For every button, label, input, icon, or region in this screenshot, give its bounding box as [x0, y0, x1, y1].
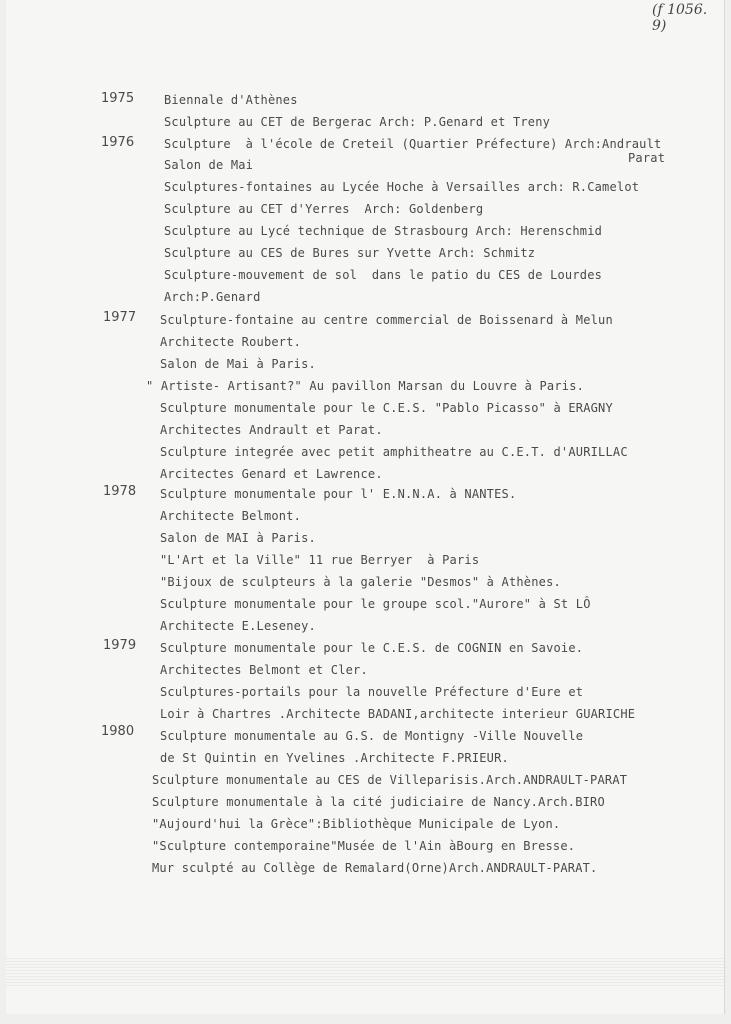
entry-line: Sculpture monumentale pour le groupe scol."Aurore" à St LÔ	[160, 597, 591, 611]
year-1979: 1979	[103, 638, 137, 653]
entry-line: Sculpture-mouvement de sol dans le patio du CES de Lourdes	[164, 268, 603, 282]
year-1976: 1976	[101, 135, 135, 150]
entry-line: Sculptures-portails pour la nouvelle Préfecture d'Eure et	[160, 685, 584, 699]
year-1975: 1975	[101, 91, 135, 106]
entry-line: Sculpture au Lycé technique de Strasbourg Arch: Herenschmid	[164, 224, 603, 238]
entry-line: Architecte E.Leseney.	[160, 619, 316, 633]
entry-line: Sculpture monumentale à la cité judiciaire de Nancy.Arch.BIRO	[152, 795, 605, 809]
entry-line: "Sculpture contemporaine"Musée de l'Ain àBourg en Bresse.	[152, 839, 576, 853]
year-1980: 1980	[101, 724, 135, 739]
entry-line: Sculpture au CET de Bergerac Arch: P.Genard et Treny	[164, 115, 551, 129]
entry-line: Mur sculpté au Collège de Remalard(Orne)Arch.ANDRAULT-PARAT.	[152, 861, 598, 875]
entry-line: Arcitectes Genard et Lawrence.	[160, 467, 383, 481]
entry-line: de St Quintin en Yvelines .Architecte F.PRIEUR.	[160, 751, 509, 765]
entry-line: Salon de Mai	[164, 158, 254, 172]
entry-line: Sculpture monumentale pour le C.E.S. de COGNIN en Savoie.	[160, 641, 584, 655]
entry-line: Sculpture au CES de Bures sur Yvette Arch: Schmitz	[164, 246, 536, 260]
document-page	[6, 0, 725, 1014]
entry-line: Loir à Chartres .Architecte BADANI,architecte interieur GUARICHE	[160, 707, 636, 721]
archive-reference-mark: (f 1056. 9)	[652, 2, 708, 34]
scan-fold-shadow	[6, 958, 724, 988]
entry-line: Sculpture monumentale pour l' E.N.N.A. à NANTES.	[160, 487, 517, 501]
entry-line: Sculpture monumentale pour le C.E.S. "Pablo Picasso" à ERAGNY	[160, 401, 613, 415]
entry-line: "Bijoux de sculpteurs à la galerie "Desmos" à Athènes.	[160, 575, 561, 589]
entry-line: "Aujourd'hui la Grèce":Bibliothèque Municipale de Lyon.	[152, 817, 561, 831]
entry-line: Architectes Belmont et Cler.	[160, 663, 368, 677]
entry-line: Sculpture monumentale au G.S. de Montigny -Ville Nouvelle	[160, 729, 584, 743]
entry-line: Sculptures-fontaines au Lycée Hoche à Versailles arch: R.Camelot	[164, 180, 640, 194]
entry-line: " Artiste- Artisant?" Au pavillon Marsan du Louvre à Paris.	[146, 379, 585, 393]
entry-line: Architecte Belmont.	[160, 509, 302, 523]
entry-line: Salon de MAI à Paris.	[160, 531, 316, 545]
entry-line: "L'Art et la Ville" 11 rue Berryer à Paris	[160, 553, 480, 567]
entry-line: Sculpture au CET d'Yerres Arch: Goldenberg	[164, 202, 484, 216]
entry-line: Parat	[628, 151, 666, 165]
entry-line: Architecte Roubert.	[160, 335, 302, 349]
year-1978: 1978	[103, 484, 137, 499]
entry-line: Biennale d'Athènes	[164, 93, 298, 107]
entry-line: Sculpture integrée avec petit amphitheatre au C.E.T. d'AURILLAC	[160, 445, 628, 459]
year-1977: 1977	[103, 310, 137, 325]
entry-line: Sculpture à l'école de Creteil (Quartier Préfecture) Arch:Andrault	[164, 137, 662, 151]
entry-line: Sculpture-fontaine au centre commercial de Boissenard à Melun	[160, 313, 613, 327]
entry-line: Architectes Andrault et Parat.	[160, 423, 383, 437]
entry-line: Sculpture monumentale au CES de Villeparisis.Arch.ANDRAULT-PARAT	[152, 773, 628, 787]
entry-line: Arch:P.Genard	[164, 290, 261, 304]
entry-line: Salon de Mai à Paris.	[160, 357, 316, 371]
